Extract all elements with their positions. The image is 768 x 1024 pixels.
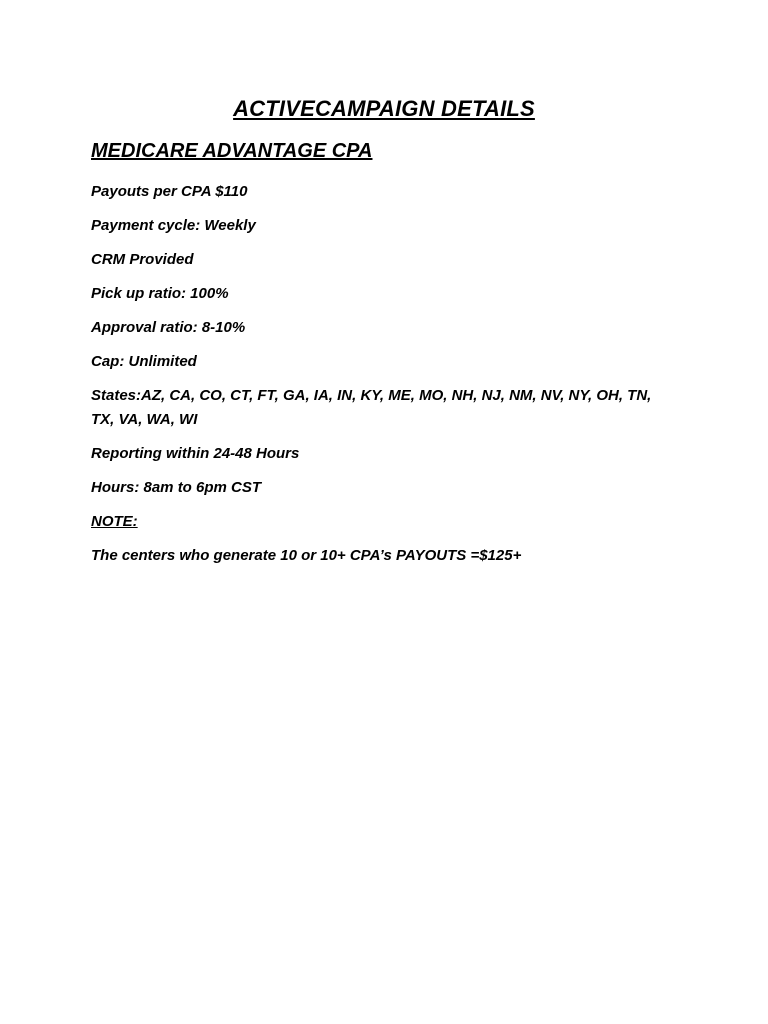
detail-pickup-ratio: Pick up ratio: 100%	[91, 285, 229, 302]
note-text: The centers who generate 10 or 10+ CPA’s PAYOUTS =$125+	[91, 547, 522, 564]
detail-hours: Hours: 8am to 6pm CST	[91, 479, 262, 496]
detail-crm: CRM Provided	[91, 251, 194, 268]
detail-payment-cycle: Payment cycle: Weekly	[91, 217, 256, 234]
detail-list	[91, 180, 671, 578]
document-subtitle: MEDICARE ADVANTAGE CPA	[91, 140, 373, 162]
detail-states: States:AZ, CA, CO, CT, FT, GA, IA, IN, KY, ME, MO, NH, NJ, NM, NV, NY, OH, TN, TX, VA, WA, WI	[91, 387, 652, 428]
detail-cap: Cap: Unlimited	[91, 353, 197, 370]
detail-payout: Payouts per CPA $110	[91, 183, 248, 200]
document-title: ACTIVECAMPAIGN DETAILS	[233, 96, 535, 121]
note-heading: NOTE:	[91, 513, 138, 530]
detail-reporting: Reporting within 24-48 Hours	[91, 445, 300, 462]
detail-approval-ratio: Approval ratio: 8-10%	[91, 319, 246, 336]
